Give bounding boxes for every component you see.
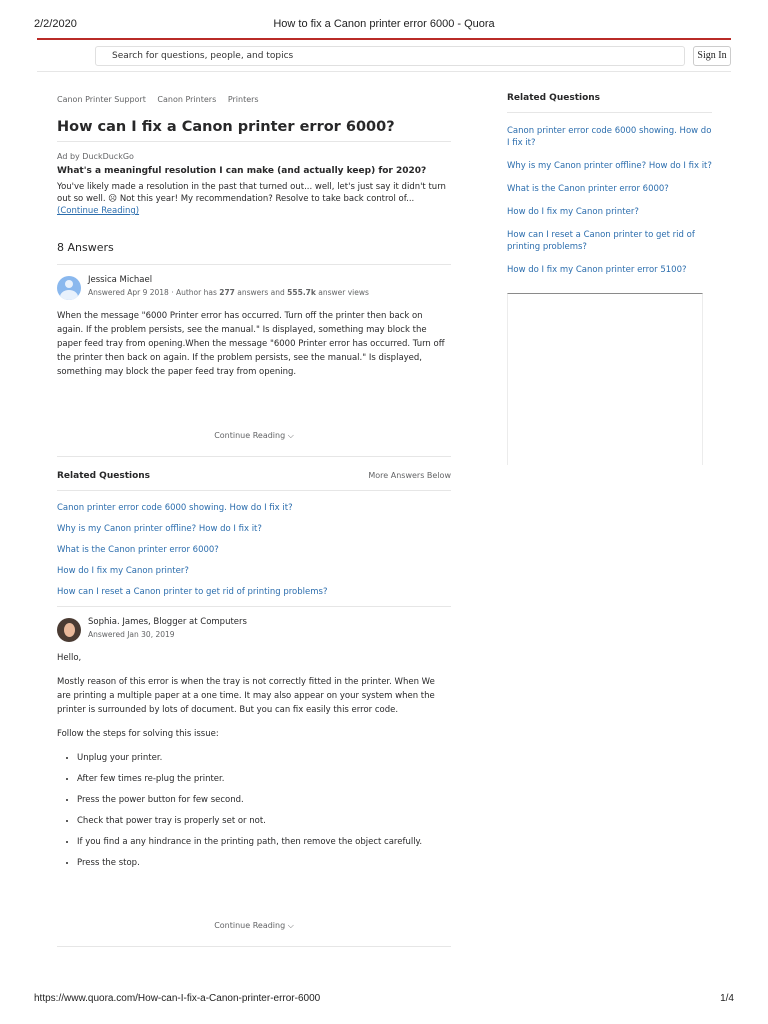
header-accent-bar [37, 38, 731, 40]
answers-divider [57, 264, 451, 265]
continue-reading-button[interactable]: Continue Reading ⌵ [214, 921, 294, 930]
related-question-link[interactable]: What is the Canon printer error 6000? [57, 545, 219, 555]
answer-paragraph: Follow the steps for solving this issue: [57, 729, 219, 739]
search-input[interactable]: Search for questions, people, and topics [95, 46, 685, 66]
breadcrumb-topic[interactable]: Canon Printer Support [57, 95, 146, 104]
ad-sponsor: Ad by DuckDuckGo [57, 152, 134, 161]
print-page-title: How to fix a Canon printer error 6000 - Quora [273, 18, 495, 30]
chevron-down-icon: ⌵ [287, 431, 294, 440]
print-header [0, 18, 768, 32]
related-question-link[interactable]: Why is my Canon printer offline? How do I fix it? [57, 524, 262, 534]
ad-title[interactable]: What's a meaningful resolution I can make (and actually keep) for 2020? [57, 166, 427, 176]
title-divider [57, 141, 451, 142]
print-date: 2/2/2020 [34, 18, 77, 30]
sidebar-question-link[interactable]: How can I reset a Canon printer to get rid of printing problems? [507, 230, 695, 252]
author-name[interactable]: Jessica Michael [88, 275, 153, 285]
sidebar-ad-placeholder [507, 293, 703, 465]
sidebar-question-link[interactable]: How do I fix my Canon printer? [507, 207, 639, 217]
list-item: • After few times re-plug the printer. [77, 772, 451, 793]
list-item: • Press the stop. [77, 856, 451, 877]
print-url: https://www.quora.com/How-can-I-fix-a-Canon-printer-error-6000 [34, 993, 321, 1004]
answer-text: When the message "6000 Printer error has occurred. Turn off the printer then back on again. If the problem persists, see the manual." Is displayed, something may block the paper feed tray from opening.When the message "6000 Printer error has occurred. Turn off the printer then back on again. If the problem persists, see the manual." Is displayed, something may block the paper feed tray from opening. [57, 311, 445, 377]
breadcrumb-topic[interactable]: Printers [227, 95, 259, 104]
sidebar-question-link[interactable]: Why is my Canon printer offline? How do I fix it? [507, 161, 712, 171]
related-questions-header [57, 471, 451, 485]
list-item: • Check that power tray is properly set or not. [77, 814, 451, 835]
ad-body-text: You've likely made a resolution in the past that turned out... well, let's just say it didn't turn out so well. ☹ Not this year! My recommendation? Resolve to take back control of... [57, 182, 446, 204]
list-item: • Press the power button for few second. [77, 793, 451, 814]
main-column [57, 95, 451, 947]
sidebar-related-title: Related Questions [507, 93, 601, 103]
answer-date: Answered Jan 30, 2019 [88, 630, 175, 639]
avatar[interactable] [57, 276, 81, 300]
breadcrumb-topic[interactable]: Canon Printers [157, 95, 217, 104]
ad-continue-link[interactable]: (Continue Reading) [57, 206, 140, 216]
chevron-down-icon: ⌵ [287, 921, 294, 930]
sign-in-button[interactable]: Sign In [693, 46, 731, 66]
related-question-link[interactable]: How can I reset a Canon printer to get rid of printing problems? [57, 587, 328, 597]
answer-greeting: Hello, [57, 653, 82, 663]
section-divider [57, 606, 451, 607]
avatar[interactable] [57, 618, 81, 642]
sidebar-question-link[interactable]: Canon printer error code 6000 showing. How do I fix it? [507, 126, 712, 148]
list-item: • If you find a any hindrance in the printing path, then remove the object carefully. [77, 835, 451, 856]
answer-paragraph: Mostly reason of this error is when the tray is not correctly fitted in the printer. When We are printing a multiple paper at a one time. It may also appear on your system when the printer is surrounded by lots of document. But you can fix easily this error code. [57, 677, 435, 715]
list-item: • Unplug your printer. [77, 751, 451, 772]
continue-reading-button[interactable]: Continue Reading ⌵ [214, 431, 294, 440]
answers-total: 277 [219, 288, 235, 297]
author-credentials: Answered Apr 9 2018 · Author has 277 answers and 555.7k answer views [88, 288, 369, 297]
header-divider [37, 71, 731, 72]
sidebar-divider [507, 112, 712, 113]
sidebar-question-link[interactable]: What is the Canon printer error 6000? [507, 184, 669, 194]
ad-body [57, 181, 451, 217]
views-total: 555.7k [287, 288, 316, 297]
answer-author [57, 617, 451, 647]
related-questions-title: Related Questions [57, 471, 151, 481]
related-question-link[interactable]: How do I fix my Canon printer? [57, 566, 189, 576]
sidebar [507, 93, 712, 287]
related-question-link[interactable]: Canon printer error code 6000 showing. How do I fix it? [57, 503, 293, 513]
sidebar-question-link[interactable]: How do I fix my Canon printer error 5100? [507, 265, 687, 275]
steps-list [57, 751, 451, 877]
breadcrumb [57, 95, 451, 107]
question-title: How can I fix a Canon printer error 6000? [57, 119, 395, 135]
related-divider [57, 490, 451, 491]
section-divider [57, 456, 451, 457]
section-divider [57, 946, 451, 947]
answer-text [57, 651, 451, 877]
more-answers-link[interactable]: More Answers Below [368, 471, 451, 480]
print-page-number: 1/4 [720, 993, 734, 1004]
answers-count: 8 Answers [57, 241, 114, 254]
answer-author [57, 275, 451, 305]
author-name[interactable]: Sophia. James, Blogger at Computers [88, 617, 247, 627]
